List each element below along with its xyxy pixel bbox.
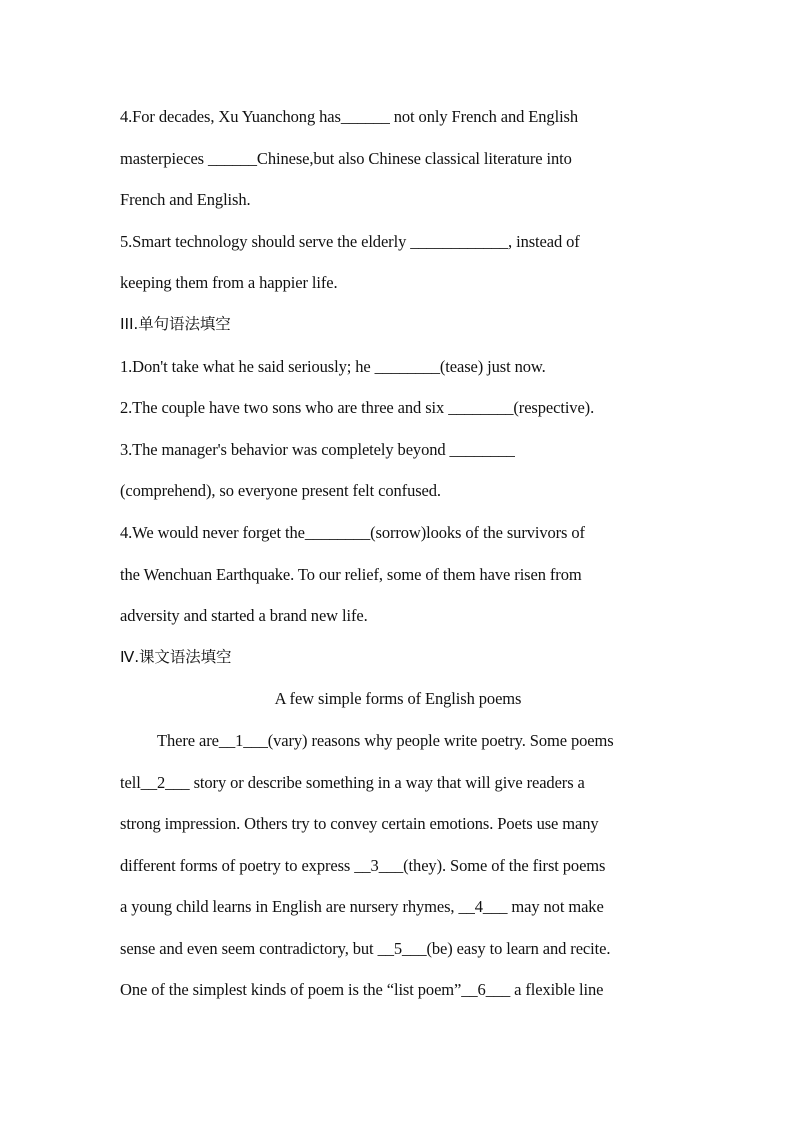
text-line: strong impression. Others try to convey certain emotions. Poets use many (120, 814, 599, 834)
text-line: 4.For decades, Xu Yuanchong has______ not only French and English (120, 107, 579, 126)
text-line: French and English. (120, 190, 251, 210)
text-line: keeping them from a happier life. (120, 273, 338, 293)
document-page (120, 96, 680, 1011)
text-line: (comprehend), so everyone present felt confused. (120, 481, 441, 501)
text-line: sense and even seem contradictory, but __5___(be) easy to learn and recite. (120, 938, 611, 958)
text-line: adversity and started a brand new life. (120, 606, 368, 626)
text-line: the Wenchuan Earthquake. To our relief, some of them have risen from (120, 564, 582, 584)
text-line: 4.We would never forget the________(sorrow)looks of the survivors of (120, 522, 585, 542)
text-line: 2.The couple have two sons who are three and six ________(respective). (120, 398, 595, 418)
text-line: 1.Don't take what he said seriously; he ________(tease) just now. (120, 356, 546, 376)
passage-title: A few simple forms of English poems (274, 689, 522, 709)
text-line: a young child learns in English are nursery rhymes, __4___ may not make (120, 897, 604, 917)
text-line: tell__2___ story or describe something in a way that will give readers a (120, 772, 585, 792)
text-line: There are__1___(vary) reasons why people write poetry. Some poems (157, 730, 614, 750)
section-heading-iv: Ⅳ.课文语法填空 (120, 647, 232, 666)
text-line: 3.The manager's behavior was completely beyond ________ (120, 439, 515, 459)
text-line: different forms of poetry to express __3___(they). Some of the first poems (120, 855, 606, 875)
text-line: masterpieces ______Chinese,but also Chinese classical literature into (120, 148, 572, 168)
section-heading-iii: III.单句语法填空 (120, 314, 231, 333)
text-line: One of the simplest kinds of poem is the “list poem”__6___ a flexible line (120, 980, 604, 1000)
text-line: 5.Smart technology should serve the elderly ____________, instead of (120, 231, 580, 251)
